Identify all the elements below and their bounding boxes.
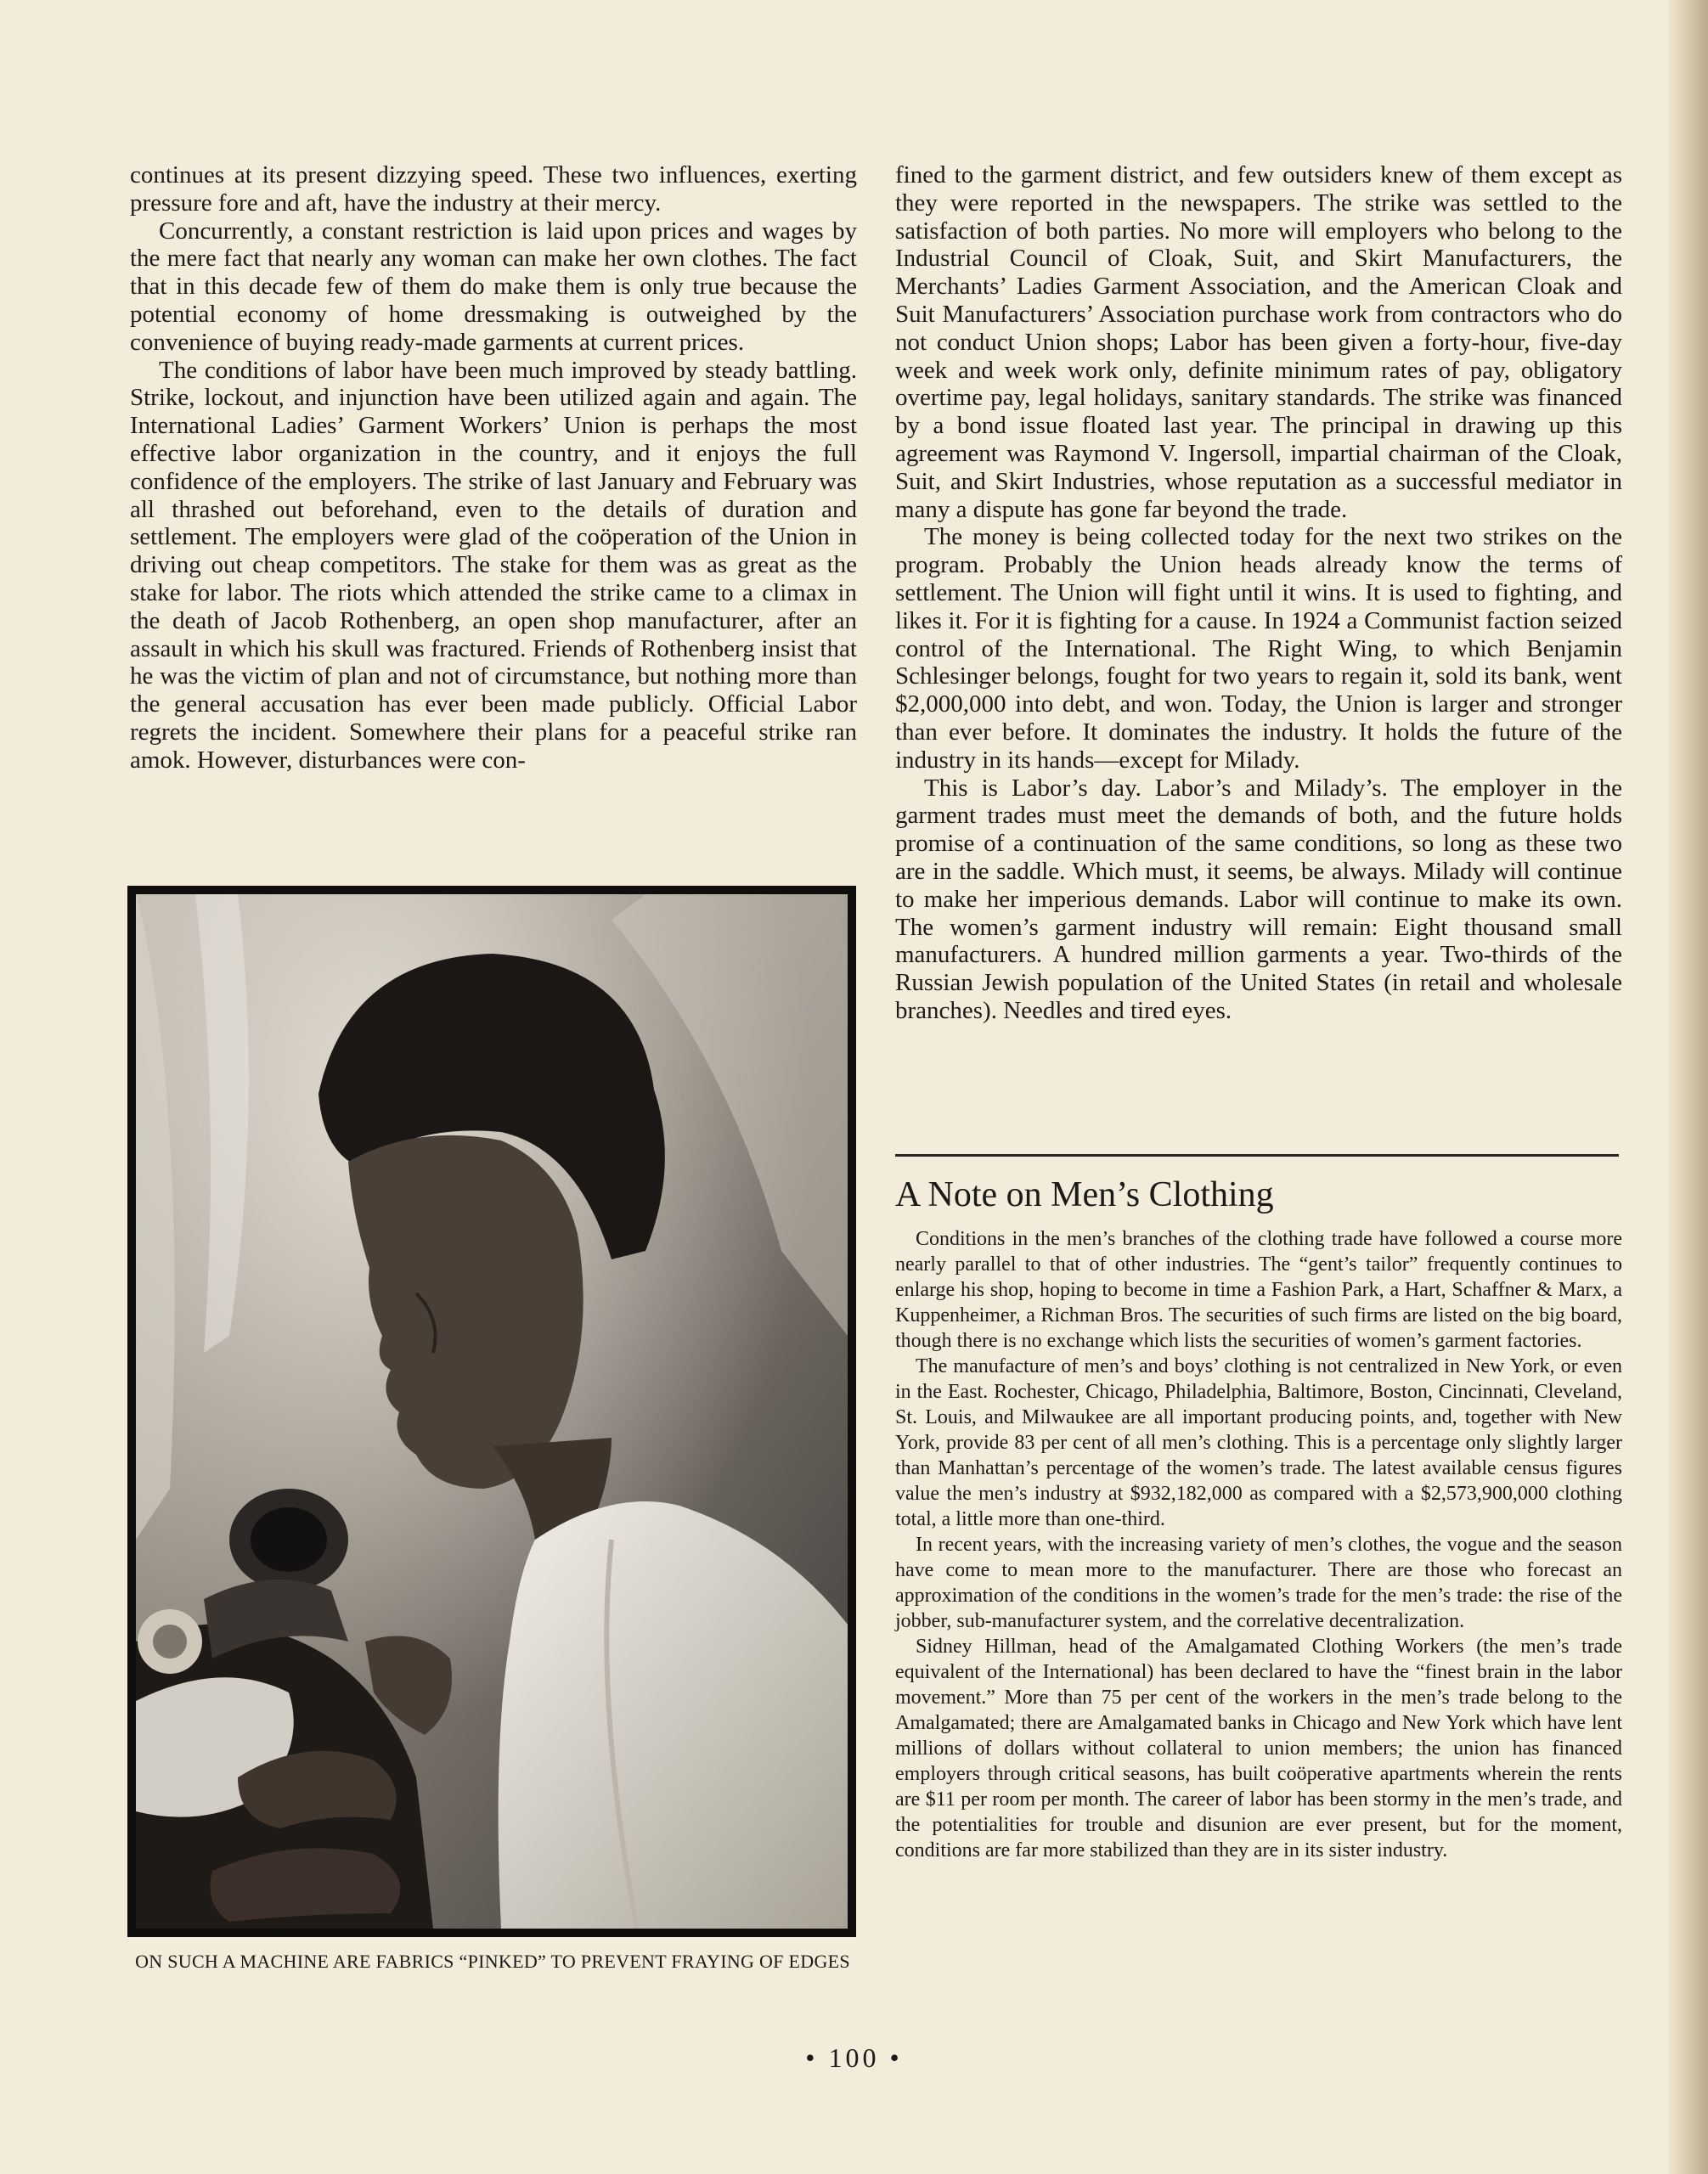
paragraph: The manufacture of men’s and boys’ clothing is not centralized in New York, or even in the East. Rochester, Chicago, Philadelphia, Baltimore, Boston, Cincinnati, Cleveland, St. Louis, and Milwaukee are all important producing points, and, together with New York, provide 83 per cent of all men’s clothing. This is a percentage only slightly larger than Manhattan’s percentage of the women’s trade. The latest available census figures value the men’s industry at $932,182,000 as compared with a $2,573,900,000 clothing total, a little more than one-third. — [895, 1355, 1622, 1530]
section-heading: A Note on Men’s Clothing — [895, 1175, 1274, 1214]
photo-caption: ON SUCH A MACHINE ARE FABRICS “PINKED” TO PREVENT FRAYING OF EDGES — [135, 1951, 850, 1972]
paragraph: Conditions in the men’s branches of the clothing trade have followed a course more nearly parallel to that of other industries. The “gent’s tailor” frequently continues to enlarge his shop, hoping to become in time a Fashion Park, a Hart, Schaffner & Marx, a Kuppenheimer, a Richman Bros. The securities of such firms are listed on the big board, though there is no exchange which lists the securities of women’s garment factories. — [895, 1228, 1622, 1352]
paragraph: This is Labor’s day. Labor’s and Milady’s. The employer in the garment trades must meet the demands of both, and the future holds promise of a continuation of the same conditions, so long as these two are in the saddle. Which must, it seems, be always. Milady will continue to make her imperious demands. Labor will continue to make its own. The women’s garment industry will remain: Eight thousand small manufacturers. A hundred million garments a year. Two-thirds of the Russian Jewish population of the United States (in retail and wholesale branches). Needles and tired eyes. — [895, 774, 1622, 1024]
paragraph: In recent years, with the increasing variety of men’s clothes, the vogue and the season have come to mean more to the manufacturer. There are those who forecast an approximation of the conditions in the women’s trade for the men’s trade: the rise of the jobber, sub-manufacturer system, and the correlative decentralization. — [895, 1534, 1622, 1632]
paragraph: The conditions of labor have been much improved by steady battling. Strike, lockout, and injunction have been utilized again and again. The International Ladies’ Garment Workers’ Union is perhaps the most effective labor organization in the country, and it enjoys the full confidence of the employers. The strike of last January and February was all thrashed out beforehand, even to the details of duration and settlement. The employers were glad of the coöperation of the Union in driving out cheap competitors. The stake for them was as great as the stake for labor. The riots which attended the strike came to a climax in the death of Jacob Rothenberg, an open shop manufacturer, after an assault in which his skull was fractured. Friends of Rothenberg insist that he was the victim of plan and not of circumstance, but nothing more than the general accusation has ever been made publicly. Official Labor regrets the incident. Somewhere their plans for a peaceful strike ran amok. However, disturbances were con- — [130, 356, 857, 774]
note-text-column — [895, 1226, 1622, 1863]
page-edge — [1669, 0, 1708, 2174]
paragraph: continues at its present dizzying speed. These two influences, exerting pressure fore and aft, have the industry at their mercy. — [130, 161, 857, 217]
paragraph: The money is being collected today for the next two strikes on the program. Probably the Union heads already know the terms of settlement. The Union will fight until it wins. It is used to fighting, and likes it. For it is fighting for a cause. In 1924 a Communist faction seized control of the International. The Right Wing, to which Benjamin Schlesinger belongs, fought for two years to regain it, sold its bank, went $2,000,000 into debt, and won. Today, the Union is larger and stronger than ever before. It dominates the industry. It holds the future of the industry in its hands—except for Milady. — [895, 523, 1622, 774]
paragraph: Concurrently, a constant restriction is laid upon prices and wages by the mere fact that nearly any woman can make her own clothes. The fact that in this decade few of them do make them is only true because the potential economy of home dressmaking is outweighed by the convenience of buying ready-made garments at current prices. — [130, 217, 857, 356]
left-text-column — [130, 161, 857, 774]
section-divider — [895, 1154, 1619, 1157]
paragraph: fined to the garment district, and few outsiders knew of them except as they were reported in the newspapers. The strike was settled to the satisfaction of both parties. No more will employers who belong to the Industrial Council of Cloak, Suit, and Skirt Manufacturers, the Merchants’ Ladies Garment Association, and the American Cloak and Suit Manufacturers’ Association purchase work from contractors who do not conduct Union shops; Labor has been given a forty-hour, five-day week and week work only, definite minimum rates of pay, obligatory overtime pay, legal holidays, sanitary standards. The strike was financed by a bond issue floated last year. The principal in drawing up this agreement was Raymond V. Ingersoll, impartial chairman of the Cloak, Suit, and Skirt Industries, whose reputation as a successful mediator in many a dispute has gone far beyond the trade. — [895, 161, 1622, 523]
right-text-column — [895, 161, 1622, 1025]
photograph — [127, 886, 856, 1937]
page-number: • 100 • — [805, 2042, 903, 2073]
paragraph: Sidney Hillman, head of the Amalgamated Clothing Workers (the men’s trade equivalent of the International) has been declared to have the “finest brain in the labor movement.” More than 75 per cent of the workers in the men’s trade belong to the Amalgamated; there are Amalgamated banks in Chicago and New York which have lent millions of dollars without collateral to union members; the union has financed employers through critical seasons, has built coöperative apartments wherein the rents are $11 per room per month. The career of labor has been stormy in the men’s trade, and the potentialities for trouble and disunion are ever present, but for the moment, conditions are far more stabilized than they are in its sister industry. — [895, 1636, 1622, 1861]
photo-worker-at-pinking-machine — [136, 894, 848, 1929]
